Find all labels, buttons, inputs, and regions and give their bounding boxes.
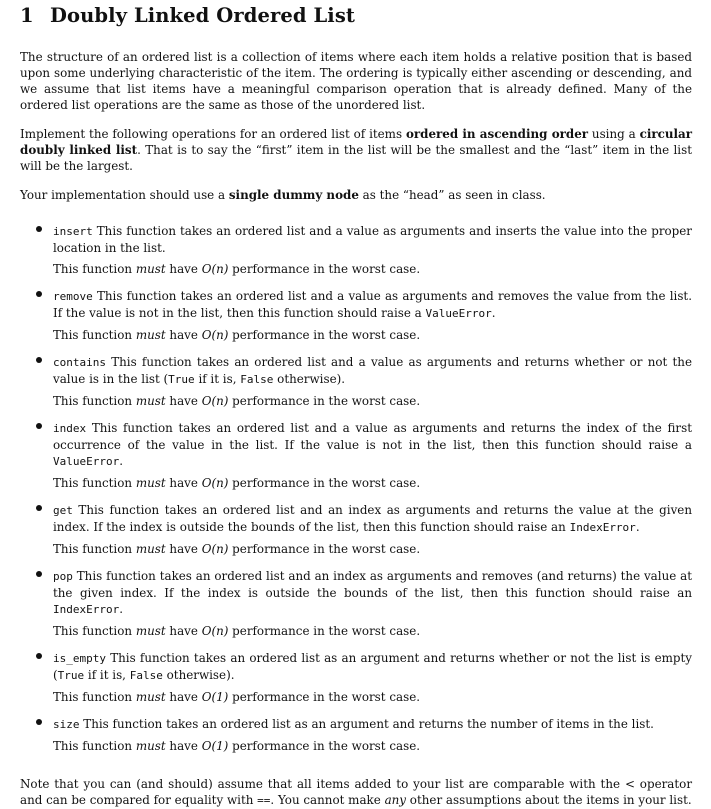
section-title: Doubly Linked Ordered List xyxy=(50,4,356,27)
section-heading xyxy=(20,4,692,27)
bullet-icon xyxy=(36,291,42,297)
literal-true: True xyxy=(168,373,195,386)
operation-name: size xyxy=(53,718,80,731)
big-o: O(n) xyxy=(201,394,229,408)
operation-performance: This function must have O(n) performance in the worst case. xyxy=(53,262,421,276)
operation-performance: This function must have O(n) performance in the worst case. xyxy=(53,394,421,408)
literal-false: False xyxy=(129,669,163,682)
bullet-icon xyxy=(36,505,42,511)
operation-description: contains This function takes an ordered list and a value as arguments and returns whether or not the value is in the list (True if it is, False otherwise). xyxy=(53,355,692,386)
operation-performance: This function must have O(n) performance in the worst case. xyxy=(53,476,421,490)
less-than-operator: < xyxy=(624,777,635,791)
bullet-icon xyxy=(36,653,42,659)
operation-name: contains xyxy=(53,356,106,369)
operation-performance: This function must have O(n) performance in the worst case. xyxy=(53,624,421,638)
ascending-order-emphasis: ordered in ascending order xyxy=(405,127,589,141)
operation-item-contains xyxy=(20,354,692,409)
operation-name: get xyxy=(53,504,73,517)
big-o: O(n) xyxy=(201,624,229,638)
operation-name: pop xyxy=(53,570,73,583)
exception-name: ValueError xyxy=(53,455,120,468)
operation-item-size xyxy=(20,716,692,754)
operation-performance: This function must have O(n) performance in the worst case. xyxy=(53,542,421,556)
circular-list-emphasis: circular doubly linked list xyxy=(20,127,692,157)
task-paragraph: Implement the following operations for an ordered list of items ordered in ascending order using a circular doubly linked list. That is to say the “first” item in the list will be the smallest and the “last” item in the list will be the largest. xyxy=(20,127,692,173)
bullet-icon xyxy=(36,571,42,577)
big-o: O(n) xyxy=(201,542,229,556)
operation-name: insert xyxy=(53,225,93,238)
literal-false: False xyxy=(240,373,274,386)
operations-list xyxy=(20,223,692,754)
bullet-icon xyxy=(36,357,42,363)
operation-item-pop xyxy=(20,568,692,639)
big-o: O(n) xyxy=(201,476,229,490)
operation-description: insert This function takes an ordered list and a value as arguments and inserts the value into the proper location in the list. xyxy=(53,224,692,255)
operation-description: index This function takes an ordered list and a value as arguments and returns the index of the first occurrence of the value in the list. If the value is not in the list, then this function should raise a ValueError. xyxy=(53,421,692,468)
operation-description: is_empty This function takes an ordered list as an argument and returns whether or not the list is empty (True if it is, False otherwise). xyxy=(53,651,692,682)
exception-name: IndexError xyxy=(569,521,636,534)
big-o: O(1) xyxy=(201,690,229,704)
any-emphasis: any xyxy=(384,793,407,807)
operation-performance: This function must have O(1) performance in the worst case. xyxy=(53,739,421,753)
exception-name: IndexError xyxy=(53,603,120,616)
operation-description: remove This function takes an ordered list and a value as arguments and removes the value from the list. If the value is not in the list, then this function should raise a ValueError. xyxy=(53,289,692,320)
operation-description: get This function takes an ordered list and an index as arguments and returns the value at the given index. If the index is outside the bounds of the list, then this function should raise an IndexError. xyxy=(53,503,692,534)
operation-performance: This function must have O(1) performance in the worst case. xyxy=(53,690,421,704)
equality-operator: == xyxy=(257,794,271,807)
section-number: 1 xyxy=(20,4,34,27)
big-o: O(1) xyxy=(201,739,229,753)
bullet-icon xyxy=(36,226,42,232)
big-o: O(n) xyxy=(201,262,229,276)
operation-name: index xyxy=(53,422,87,435)
dummy-node-emphasis: single dummy node xyxy=(228,188,359,202)
comparison-note: Note that you can (and should) assume that all items added to your list are comparable with the < operator and can be compared for equality with ==. You cannot make any other assumptions about the items in your list. xyxy=(20,777,693,807)
operation-description: pop This function takes an ordered list and an index as arguments and removes (and returns) the value at the given index. If the index is outside the bounds of the list, then this function should raise an IndexError. xyxy=(53,569,692,616)
operation-performance: This function must have O(n) performance in the worst case. xyxy=(53,328,421,342)
exception-name: ValueError xyxy=(425,307,492,320)
operation-name: is_empty xyxy=(53,652,106,665)
bullet-icon xyxy=(36,719,42,725)
operation-item-insert xyxy=(20,223,692,277)
operation-item-remove xyxy=(20,288,692,343)
big-o: O(n) xyxy=(201,328,229,342)
bullet-icon xyxy=(36,423,42,429)
operation-name: remove xyxy=(53,290,93,303)
operation-item-index xyxy=(20,420,692,491)
dummy-node-paragraph: Your implementation should use a single dummy node as the “head” as seen in class. xyxy=(20,188,546,202)
literal-true: True xyxy=(57,669,85,682)
operation-item-is-empty xyxy=(20,650,692,705)
operation-item-get xyxy=(20,502,692,557)
intro-paragraph: The structure of an ordered list is a collection of items where each item holds a relative position that is based upon some underlying characteristic of the item. The ordering is typically either ascending or descending, and we assume that list items have a meaningful comparison operation that is already defined. Many of the ordered list operations are the same as those of the unordered list. xyxy=(20,50,692,112)
operation-description: size This function takes an ordered list as an argument and returns the number of items in the list. xyxy=(53,717,654,731)
